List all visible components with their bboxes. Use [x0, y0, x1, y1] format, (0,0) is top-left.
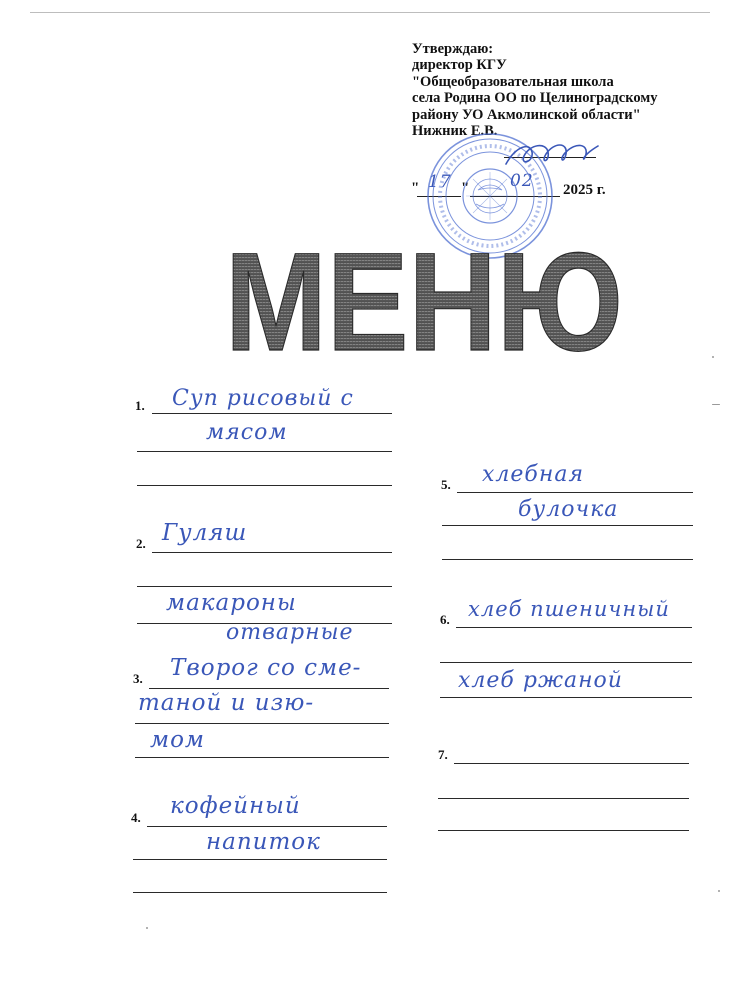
date-day-handwritten: 17 [428, 172, 452, 192]
item-2-text-4: отварные [226, 620, 354, 645]
date-close-quote: " [461, 180, 470, 196]
item-7-number: 7. [438, 747, 448, 762]
item-1-number: 1. [135, 398, 145, 413]
item-5-number: 5. [441, 477, 451, 492]
approval-line-5: району УО Акмолинской области" [412, 106, 641, 123]
item-2-text-1: Гуляш [162, 520, 248, 546]
item-5-text-1: хлебная [482, 462, 585, 487]
item-1-line-1 [152, 413, 392, 414]
item-4-text-2: напиток [206, 829, 321, 855]
item-3-text-3: мом [150, 727, 205, 753]
item-7-line-3 [438, 830, 689, 831]
item-3-text-1: Творог со сме- [170, 655, 362, 681]
item-3-number: 3. [133, 671, 143, 686]
item-6-line-2 [440, 662, 692, 663]
scan-speck [146, 927, 148, 929]
item-3-text-2: таной и изю- [138, 690, 315, 716]
item-6-text-1: хлеб пшеничный [468, 597, 670, 621]
item-1-line-3 [137, 485, 392, 486]
item-6-number: 6. [440, 612, 450, 627]
item-1-text-2: мясом [206, 420, 288, 445]
item-5-text-2: булочка [518, 497, 619, 522]
scan-top-edge [30, 12, 710, 13]
item-6-line-1 [456, 627, 692, 628]
date-open-quote: " [411, 180, 420, 196]
item-4-line-1 [147, 826, 387, 827]
approval-line-4: села Родина ОО по Целиноградскому [412, 90, 658, 107]
item-2-line-1 [152, 552, 392, 553]
item-6-text-2: хлеб ржаной [458, 668, 623, 693]
item-7-line-2 [438, 798, 689, 799]
item-5-line-3 [442, 559, 693, 560]
item-2-line-2 [137, 586, 392, 587]
item-1-line-2 [137, 451, 392, 452]
item-6-line-3 [440, 697, 692, 698]
date-month-handwritten: 02 [510, 171, 534, 191]
item-7-line-1 [454, 763, 689, 764]
scan-speck [712, 356, 714, 358]
approval-block [412, 41, 657, 139]
item-4-line-2 [133, 859, 387, 860]
item-2-number: 2. [136, 536, 146, 551]
handwritten-signature [502, 136, 602, 174]
item-5-line-2 [442, 525, 693, 526]
item-3-line-3 [135, 757, 389, 758]
item-3-line-2 [135, 723, 389, 724]
date-year: 2025 г. [563, 182, 606, 198]
approval-line-6: Нижник Е.В. [412, 123, 498, 140]
approval-line-2: директор КГУ [412, 57, 507, 74]
menu-title [222, 223, 627, 380]
menu-title-text: МЕНЮ [225, 223, 623, 380]
item-4-text-1: кофейный [170, 793, 301, 819]
scan-speck [718, 890, 720, 892]
item-4-line-3 [133, 892, 387, 893]
item-3-line-1 [149, 688, 389, 689]
item-2-text-3: макароны [166, 590, 297, 616]
item-5-line-1 [457, 492, 693, 493]
approval-line-1: Утверждаю: [412, 41, 494, 57]
scan-speck [712, 404, 720, 405]
item-4-number: 4. [131, 810, 141, 825]
item-1-text-1: Суп рисовый с [172, 386, 354, 411]
approval-line-3: "Общеобразовательная школа [412, 73, 614, 90]
